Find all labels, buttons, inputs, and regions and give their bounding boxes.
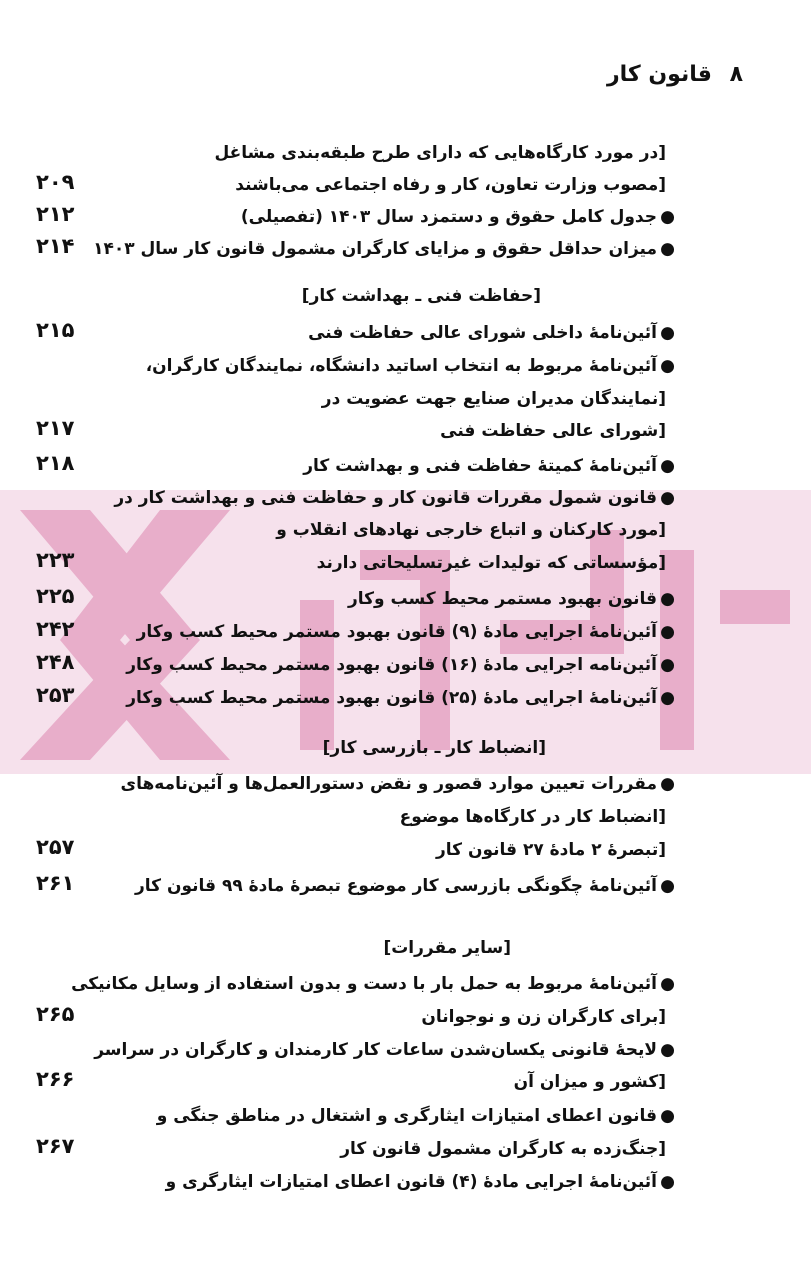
bullet-icon: ●: [660, 1040, 675, 1060]
bullet-icon: ●: [660, 974, 675, 994]
page-ref: ۲۱۸: [36, 451, 75, 475]
toc-entry: ●آئین‌نامهٔ اجرایی مادهٔ (۲۵) قانون بهبود مستمر محیط کسب وکار: [126, 688, 675, 708]
toc-entry: ●جدول کامل حقوق و دستمزد سال ۱۴۰۳ (تفصیلی): [240, 207, 675, 227]
page-ref: ۲۱۴: [36, 234, 75, 258]
toc-line: [مؤسساتی که تولیدات غیرتسلیحاتی دارند: [316, 553, 666, 573]
toc-line: [شورای عالی حفاظت فنی: [440, 421, 666, 441]
page-ref: ۲۰۹: [36, 170, 75, 194]
bullet-icon: ●: [660, 1106, 675, 1126]
bullet-icon: ●: [660, 356, 675, 376]
toc-entry: ●لایحهٔ قانونی یکسان‌شدن ساعات کار کارمندان و کارگران در سراسر: [94, 1040, 675, 1060]
toc-entry: ●آئین‌نامهٔ اجرایی مادهٔ (۴) قانون اعطای امتیازات ایثارگری و: [165, 1172, 675, 1192]
page-ref: ۲۶۷: [36, 1134, 75, 1158]
page-ref: ۲۲۳: [36, 548, 75, 572]
bullet-icon: ●: [660, 655, 675, 675]
section-heading: [حفاظت فنی ـ بهداشت کار]: [301, 286, 541, 306]
page-ref: ۲۱۵: [36, 318, 75, 342]
bullet-icon: ●: [660, 876, 675, 896]
page-title: قانون کار: [607, 62, 712, 87]
page-ref: ۲۵۳: [36, 683, 75, 707]
page-number: ۸: [729, 62, 743, 87]
toc-line: [در مورد کارگاه‌هایی که دارای طرح طبقه‌بندی مشاغل: [214, 143, 666, 163]
toc-entry: ●آئین‌نامهٔ مربوط به انتخاب اساتید دانشگاه، نمایندگان کارگران،: [145, 356, 675, 376]
page-ref: ۲۱۷: [36, 416, 75, 440]
page-ref: ۲۴۲: [36, 617, 75, 641]
page-ref: ۲۶۵: [36, 1002, 75, 1026]
bullet-icon: ●: [660, 774, 675, 794]
bullet-icon: ●: [660, 456, 675, 476]
toc-line: [انضباط کار در کارگاه‌ها موضوع: [399, 807, 666, 827]
page-ref: ۲۴۸: [36, 650, 75, 674]
toc-entry: ●میزان حداقل حقوق و مزایای کارگران مشمول قانون کار سال ۱۴۰۳: [93, 239, 675, 259]
toc-entry: ●مقررات تعیین موارد قصور و نقض دستورالعمل‌ها و آئین‌نامه‌های: [120, 774, 675, 794]
toc-line: [نمایندگان مدیران صنایع جهت عضویت در: [321, 389, 666, 409]
toc-entry: ●آئین‌نامهٔ داخلی شورای عالی حفاظت فنی: [308, 323, 675, 343]
bullet-icon: ●: [660, 239, 675, 259]
page-ref: ۲۲۵: [36, 584, 75, 608]
toc-line: [مورد کارکنان و اتباع خارجی نهادهای انقلاب و: [276, 520, 666, 540]
toc-entry: ●آئین‌نامهٔ چگونگی بازرسی کار موضوع تبصرهٔ مادهٔ ۹۹ قانون کار: [134, 876, 675, 896]
toc-entry: ●قانون بهبود مستمر محیط کسب وکار: [347, 589, 675, 609]
bullet-icon: ●: [660, 589, 675, 609]
page-ref: ۲۶۶: [36, 1067, 75, 1091]
bullet-icon: ●: [660, 622, 675, 642]
toc-line: [کشور و میزان آن: [513, 1072, 666, 1092]
toc-line: [برای کارگران زن و نوجوانان: [421, 1007, 666, 1027]
toc-entry: ●قانون شمول مقررات قانون کار و حفاظت فنی و بهداشت کار در: [114, 488, 675, 508]
bullet-icon: ●: [660, 488, 675, 508]
bullet-icon: ●: [660, 323, 675, 343]
page-ref: ۲۶۱: [36, 871, 75, 895]
bullet-icon: ●: [660, 207, 675, 227]
toc-line: [جنگ‌زده به کارگران مشمول قانون کار: [340, 1139, 666, 1159]
toc-entry: ●آئین‌نامهٔ مربوط به حمل بار با دست و بدون استفاده از وسایل مکانیکی: [71, 974, 675, 994]
toc-line: [تبصرهٔ ۲ مادهٔ ۲۷ قانون کار: [435, 840, 666, 860]
page-ref: ۲۵۷: [36, 835, 75, 859]
toc-entry: ●آئین‌نامهٔ کمیتهٔ حفاظت فنی و بهداشت کار: [303, 456, 675, 476]
section-heading: [سایر مقررات]: [383, 938, 511, 958]
bullet-icon: ●: [660, 688, 675, 708]
bullet-icon: ●: [660, 1172, 675, 1192]
toc-entry: ●آئین‌نامهٔ اجرایی مادهٔ (۹) قانون بهبود مستمر محیط کسب وکار: [136, 622, 675, 642]
toc-entry: ●آئین‌نامه اجرایی مادهٔ (۱۶) قانون بهبود مستمر محیط کسب وکار: [126, 655, 675, 675]
toc-entry: ●قانون اعطای امتیازات ایثارگری و اشتغال در مناطق جنگی و: [156, 1106, 675, 1126]
toc-line: [مصوب وزارت تعاون، کار و رفاه اجتماعی می‌باشند: [235, 175, 666, 195]
page-header: [607, 62, 743, 87]
section-heading: [انضباط کار ـ بازرسی کار]: [322, 738, 546, 758]
page-ref: ۲۱۲: [36, 202, 75, 226]
